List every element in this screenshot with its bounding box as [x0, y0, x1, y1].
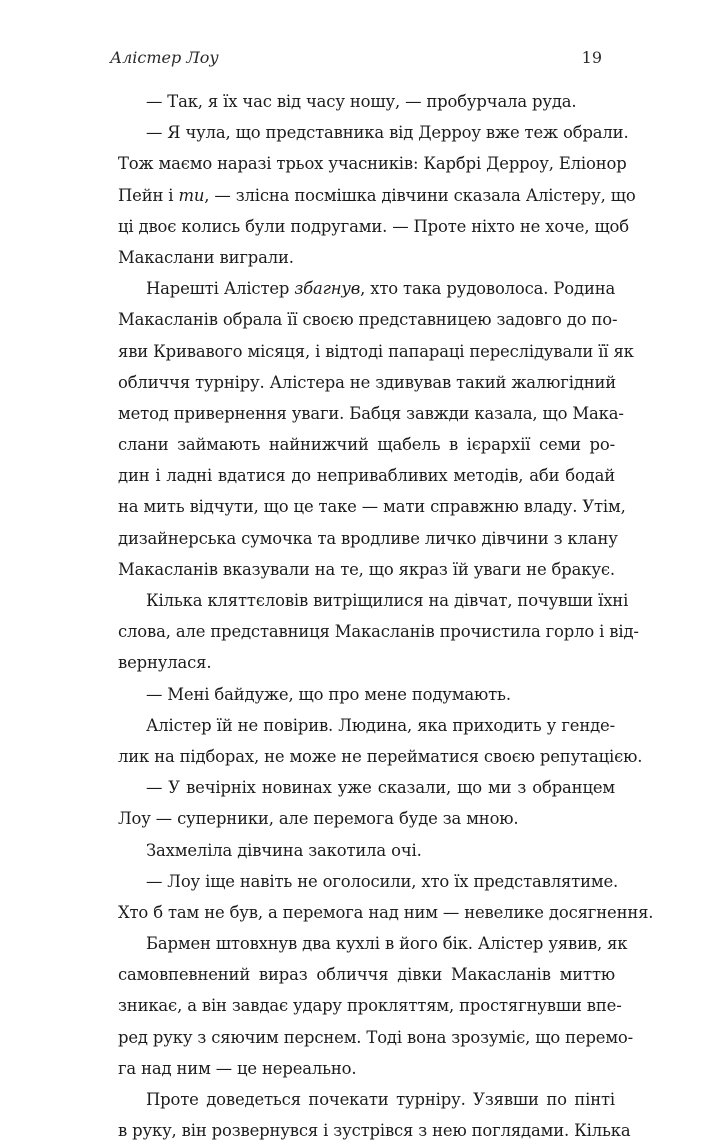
running-title: Алістер Лоу	[110, 48, 219, 67]
text-line: обличчя турніру. Алістера не здивував такий жалюгідний	[118, 372, 617, 392]
text-line: лик на підборах, не може не перейматися своєю репутацією.	[118, 746, 643, 766]
text-line: метод привернення уваги. Бабця завжди казала, що Мака-	[118, 403, 624, 423]
text-line: — Мені байдуже, що про мене подумають.	[146, 684, 511, 704]
page-number: 19	[581, 48, 602, 67]
body-text	[118, 86, 654, 1146]
text-line: — Я чула, що представника від Дерроу вже теж обрали.	[146, 123, 629, 143]
text-run: Нарешті Алістер	[146, 279, 295, 299]
text-line: Тож маємо наразі трьох учасників: Карбрі Дерроу, Еліонор	[118, 154, 627, 174]
text-line: в руку, він розвернувся і зустрівся з нею поглядами. Кілька	[118, 1121, 631, 1141]
text-run: , хто така рудоволоса. Родина	[360, 279, 616, 299]
text-run: , — злісна посмішка дівчини сказала Алістеру, що	[204, 185, 636, 205]
text-line: Макасланів обрала її своєю представницею задовго до по-	[118, 310, 618, 330]
text-line: Бармен штовхнув два кухлі в його бік. Алістер уявив, як	[146, 934, 628, 954]
text-line: слова, але представниця Макасланів прочистила горло і від-	[118, 622, 639, 642]
text-line: самовпевнений вираз обличчя дівки Макасланів миттю	[118, 965, 615, 985]
text-line: дизайнерська сумочка та вродливе личко дівчини з клану	[118, 528, 618, 548]
text-line: Макасланів вказували на те, що якраз їй уваги не бракує.	[118, 559, 615, 579]
text-line: ці двоє колись були подругами. — Проте ніхто не хоче, щоб	[118, 216, 629, 236]
text-line: слани займають найнижчий щабель в ієрархії семи ро-	[118, 435, 615, 455]
italic-word: ти	[178, 185, 205, 205]
text-line: Кілька кляттєловів витріщилися на дівчат, почувши їхні	[146, 591, 629, 610]
text-line	[118, 180, 636, 211]
text-run: Пейн і	[118, 185, 179, 205]
text-line: яви Кривавого місяця, і відтоді папараці переслідували її як	[118, 341, 634, 361]
text-line: зникає, а він завдає удару прокляттям, простягнувши впе-	[118, 996, 622, 1016]
text-line: на мить відчути, що це таке — мати справжню владу. Утім,	[118, 497, 626, 517]
text-line: ред руку з сяючим перснем. Тоді вона зрозуміє, що перемо-	[118, 1027, 634, 1047]
text-line: — Лоу іще навіть не оголосили, хто їх представлятиме.	[146, 871, 619, 891]
text-line: Хто б там не був, а перемога над ним — невелике досягнення.	[118, 902, 654, 922]
text-line: Алістер їй не повірив. Людина, яка приходить у генде-	[146, 715, 615, 735]
text-line: — У вечірніх новинах уже сказали, що ми з обранцем	[146, 778, 615, 798]
text-line: Проте доведеться почекати турніру. Узявши по пінті	[146, 1090, 615, 1109]
text-line: дин і ладні вдатися до непривабливих методів, аби бодай	[118, 466, 615, 486]
text-line: Макаслани виграли.	[118, 247, 294, 267]
italic-word: збагнув	[294, 279, 361, 299]
text-line: Лоу — суперники, але перемога буде за мною.	[118, 809, 519, 829]
text-line: — Так, я їх час від часу ношу, — пробурчала руда.	[146, 92, 577, 111]
text-line: Захмеліла дівчина закотила очі.	[146, 840, 422, 860]
text-line: га над ним — це нереально.	[118, 1058, 357, 1078]
text-line	[118, 273, 615, 304]
text-line: вернулася.	[118, 653, 212, 673]
